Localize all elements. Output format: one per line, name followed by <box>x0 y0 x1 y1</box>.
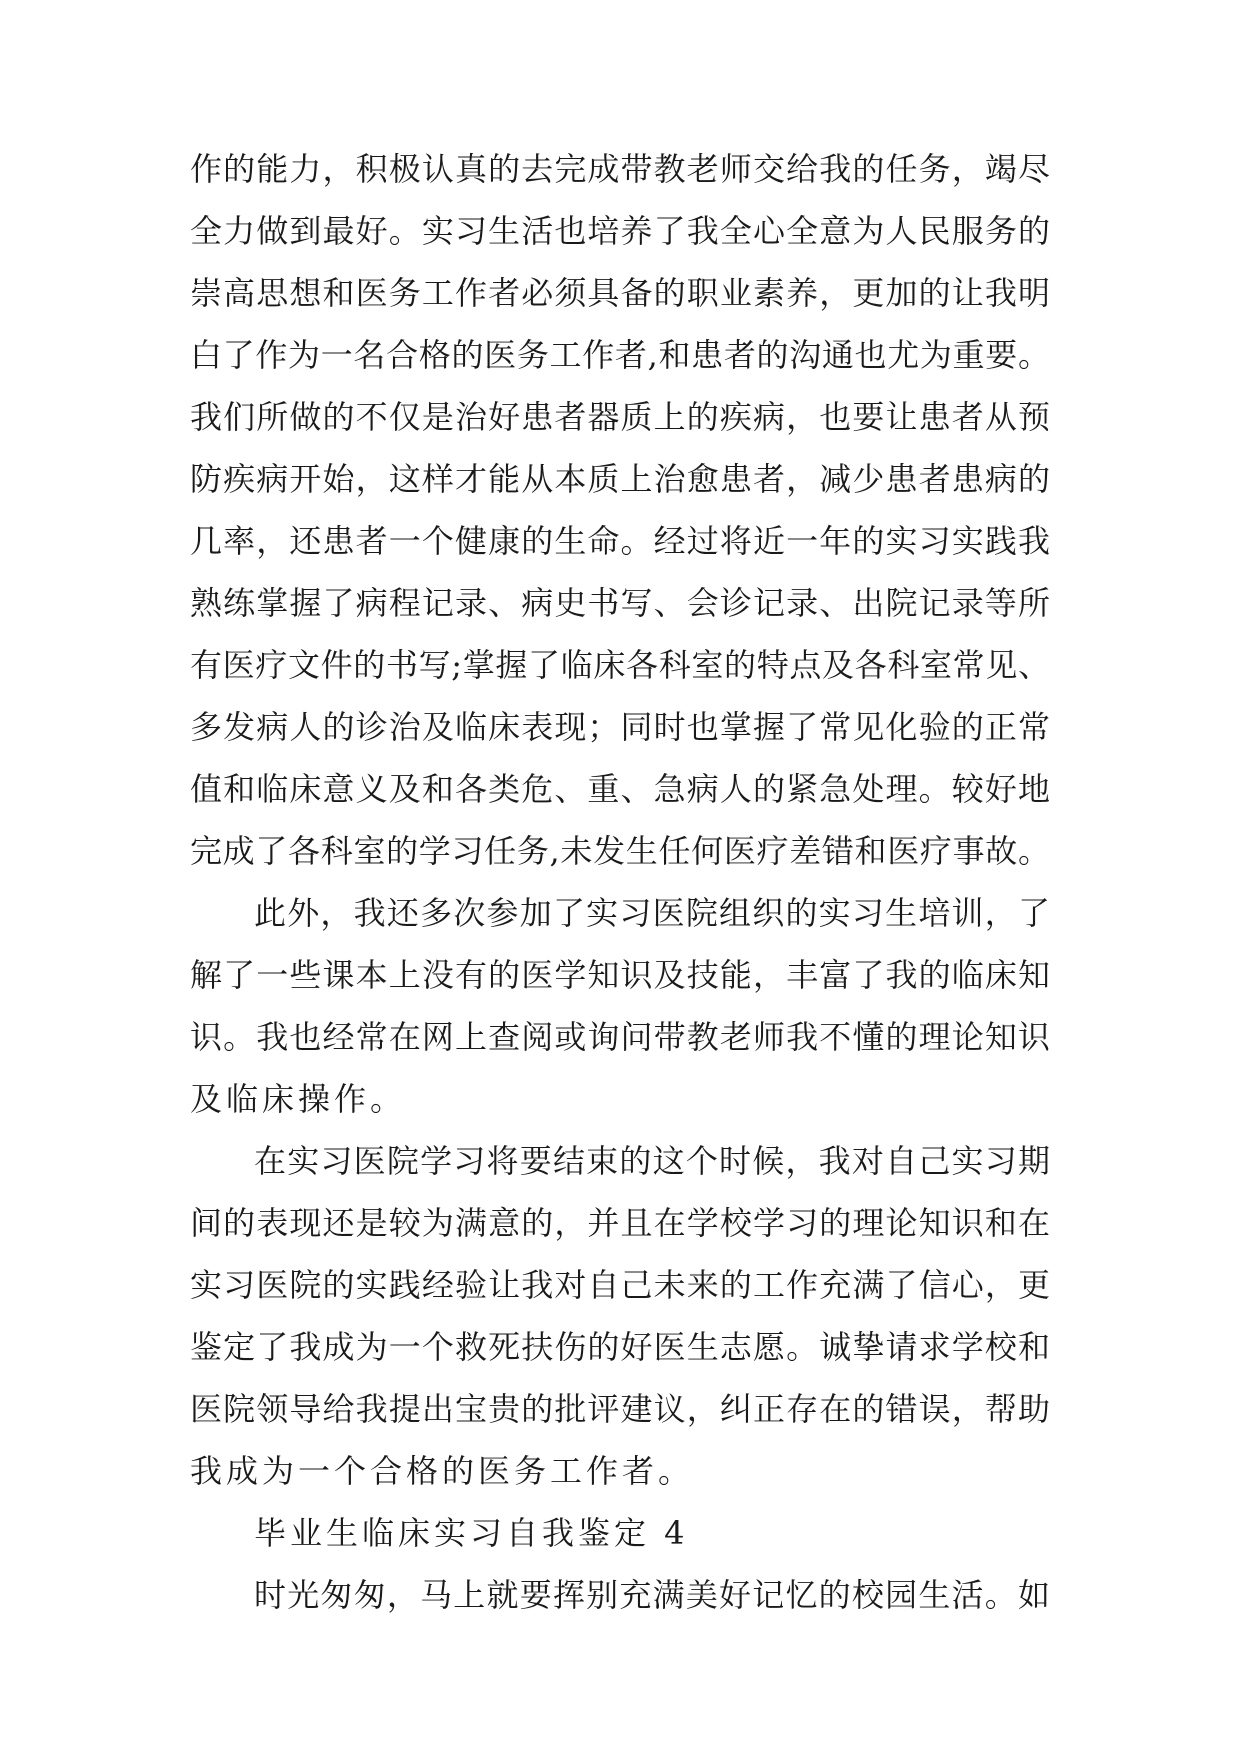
text-line: 崇高思想和医务工作者必须具备的职业素养，更加的让我明 <box>190 274 1050 312</box>
text-line: 识。我也经常在网上查阅或询问带教老师我不懂的理论知识 <box>190 1018 1050 1056</box>
text-line: 多发病人的诊治及临床表现；同时也掌握了常见化验的正常 <box>190 708 1050 746</box>
heading-line: 毕业生临床实习自我鉴定 4 <box>254 1514 689 1552</box>
text-line: 防疾病开始，这样才能从本质上治愈患者，减少患者患病的 <box>190 460 1050 498</box>
text-line: 实习医院的实践经验让我对自己未来的工作充满了信心，更 <box>190 1266 1050 1304</box>
paragraph <box>190 138 1050 882</box>
text-line: 时光匆匆，马上就要挥别充满美好记忆的校园生活。如 <box>254 1576 1050 1614</box>
text-line: 作的能力，积极认真的去完成带教老师交给我的任务，竭尽 <box>190 150 1050 188</box>
text-line: 鉴定了我成为一个救死扶伤的好医生志愿。诚挚请求学校和 <box>190 1328 1050 1366</box>
text-line: 间的表现还是较为满意的，并且在学校学习的理论知识和在 <box>190 1204 1050 1242</box>
paragraph <box>190 882 1050 1130</box>
section-heading <box>190 1502 1050 1564</box>
text-line: 解了一些课本上没有的医学知识及技能，丰富了我的临床知 <box>190 956 1050 994</box>
text-line: 在实习医院学习将要结束的这个时候，我对自己实习期 <box>254 1142 1050 1180</box>
text-line: 医院领导给我提出宝贵的批评建议，纠正存在的错误，帮助 <box>190 1390 1050 1428</box>
document-body <box>190 138 1050 1626</box>
paragraph <box>190 1130 1050 1502</box>
text-line: 值和临床意义及和各类危、重、急病人的紧急处理。较好地 <box>190 770 1050 808</box>
text-line: 我成为一个合格的医务工作者。 <box>190 1452 695 1490</box>
text-line: 有医疗文件的书写;掌握了临床各科室的特点及各科室常见、 <box>190 646 1050 684</box>
text-line: 我们所做的不仅是治好患者器质上的疾病，也要让患者从预 <box>190 398 1050 436</box>
text-line: 及临床操作。 <box>190 1080 407 1118</box>
text-line: 此外，我还多次参加了实习医院组织的实习生培训，了 <box>254 894 1050 932</box>
text-line: 白了作为一名合格的医务工作者,和患者的沟通也尤为重要。 <box>190 336 1050 374</box>
text-line: 全力做到最好。实习生活也培养了我全心全意为人民服务的 <box>190 212 1050 250</box>
paragraph <box>190 1564 1050 1626</box>
text-line: 几率，还患者一个健康的生命。经过将近一年的实习实践我 <box>190 522 1050 560</box>
text-line: 完成了各科室的学习任务,未发生任何医疗差错和医疗事故。 <box>190 832 1050 870</box>
text-line: 熟练掌握了病程记录、病史书写、会诊记录、出院记录等所 <box>190 584 1050 622</box>
